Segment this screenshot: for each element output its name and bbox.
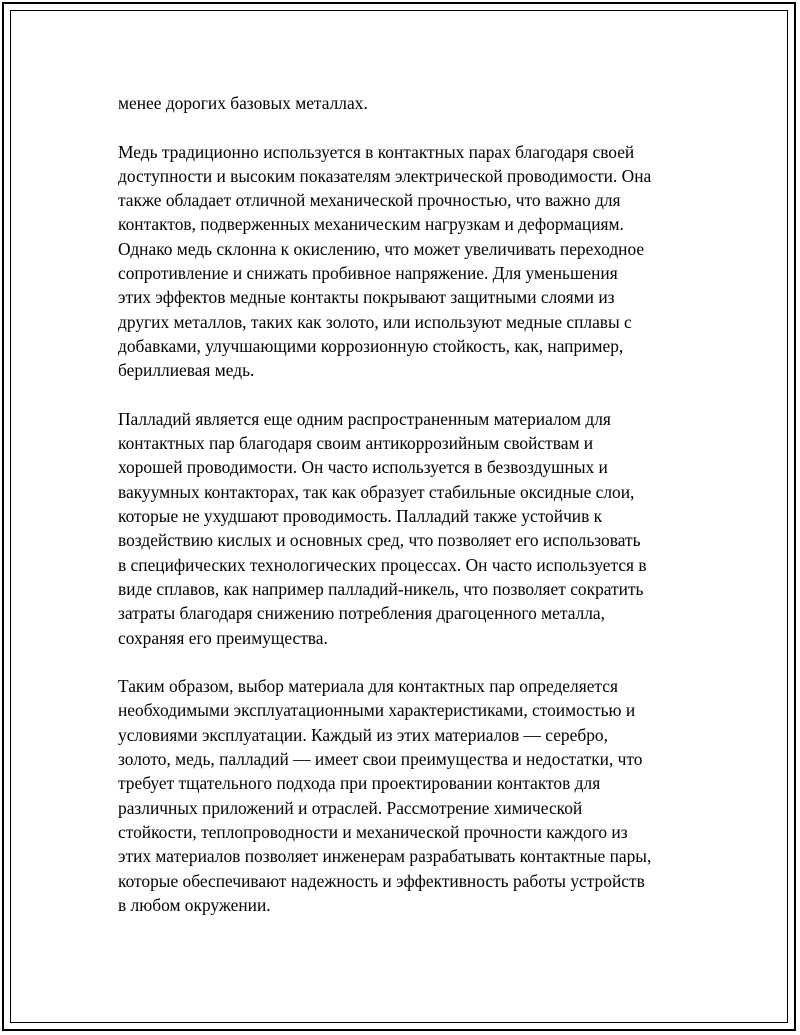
document-body	[118, 91, 708, 941]
paragraph-palladium: Палладий является еще одним распространенным материалом для контактных пар благодаря своим антикоррозийным свойствам и хорошей проводимости. Он часто используется в безвоздушных и вакуумных контакторах, так как образует стабильные оксидные слои, которые не ухудшают проводимость. Палладий также устойчив к воздействию кислых и основных сред, что позволяет его использовать в специфических технологических процессах. Он часто используется в виде сплавов, как например палладий-никель, что позволяет сократить затраты благодаря снижению потребления драгоценного металла, сохраняя его преимущества.	[118, 408, 647, 648]
paragraph-continuation: менее дорогих базовых металлах.	[118, 93, 368, 113]
paragraph-copper: Медь традиционно используется в контактных парах благодаря своей доступности и высоким показателям электрической проводимости. Она также обладает отличной механической прочностью, что важно для контактов, подверженных механическим нагрузкам и деформациям. Однако медь склонна к окислению, что может увеличивать переходное сопротивление и снижать пробивное напряжение. Для уменьшения этих эффектов медные контакты покрывают защитными слоями из других металлов, таких как золото, или используют медные сплавы с добавками, улучшающими коррозионную стойкость, как, например, бериллиевая медь.	[118, 141, 652, 381]
paragraph-conclusion: Таким образом, выбор материала для контактных пар определяется необходимыми эксплуатационными характеристиками, стоимостью и условиями эксплуатации. Каждый из этих материалов — серебро, золото, медь, палладий — имеет свои преимущества и недостатки, что требует тщательного подхода при проектировании контактов для различных приложений и отраслей. Рассмотрение химической стойкости, теплопроводности и механической прочности каждого из этих материалов позволяет инженерам разрабатывать контактные пары, которые обеспечивают надежность и эффективность работы устройств в любом окружении.	[118, 676, 652, 915]
